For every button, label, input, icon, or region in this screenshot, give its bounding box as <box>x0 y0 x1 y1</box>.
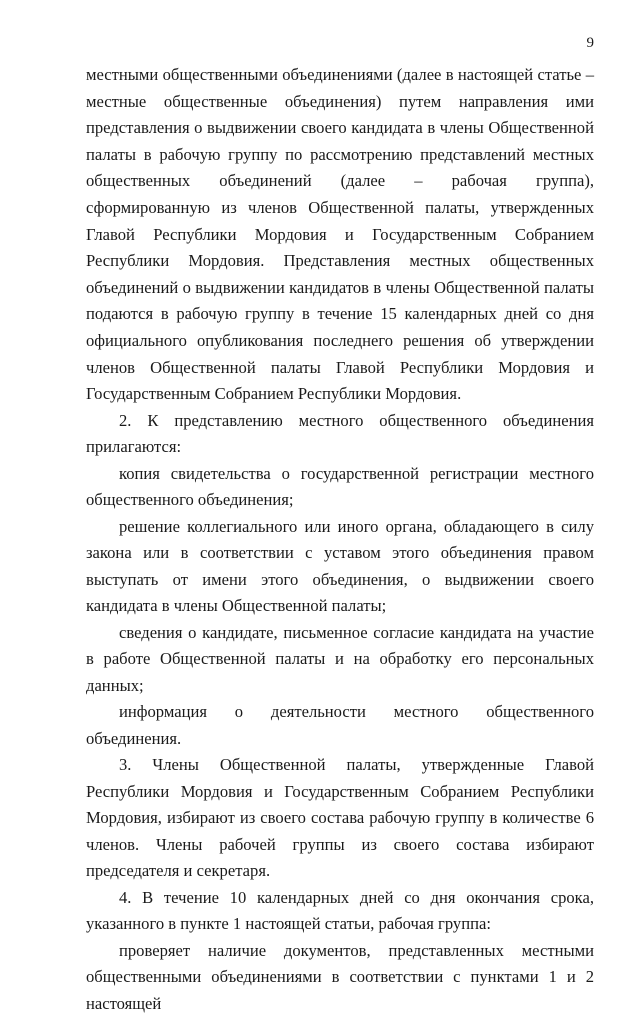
document-body <box>86 62 594 1017</box>
page-number: 9 <box>586 35 594 51</box>
paragraph-item-3: 3. Члены Общественной палаты, утвержденные Главой Республики Мордовия и Государственным Собранием Республики Мордовия, избирают из своего состава рабочую группу в количестве 6 членов. Члены рабочей группы из своего состава избирают председателя и секретаря. <box>86 755 594 881</box>
paragraph-registration-copy: копия свидетельства о государственной регистрации местного общественного объединения; <box>86 463 594 510</box>
paragraph-body-decision: решение коллегиального или иного органа, обладающего в силу закона или в соответствии с уставом этого объединения правом выступать от имени этого объединения, о выдвижении своего кандидата в члены Общественной палаты; <box>86 516 594 616</box>
paragraph-item-4: 4. В течение 10 календарных дней со дня окончания срока, указанного в пункте 1 настоящей статьи, рабочая группа: <box>86 887 594 934</box>
paragraph-document-check: проверяет наличие документов, представленных местными общественными объединениями в соответствии с пунктами 1 и 2 настоящей <box>86 940 594 1013</box>
paragraph-article-continuation: местными общественными объединениями (далее в настоящей статье – местные общественные объединения) путем направления ими представления о выдвижении своего кандидата в члены Общественной палаты в рабочую группу по рассмотрению представлений местных общественных объединений (далее – рабочая группа), сформированную из членов Общественной палаты, утвержденных Главой Республики Мордовия и Государственным Собранием Республики Мордовия. Представления местных общественных объединений о выдвижении кандидатов в члены Общественной палаты подаются в рабочую группу в течение 15 календарных дней со дня официального опубликования последнего решения об утверждении членов Общественной палаты Главой Республики Мордовия и Государственным Собранием Республики Мордовия. <box>86 65 594 404</box>
paragraph-item-2: 2. К представлению местного общественного объединения прилагаются: <box>86 410 594 457</box>
paragraph-candidate-info: сведения о кандидате, письменное согласие кандидата на участие в работе Общественной палаты и на обработку его персональных данных; <box>86 622 594 695</box>
paragraph-activity-info: информация о деятельности местного общественного объединения. <box>86 702 594 748</box>
